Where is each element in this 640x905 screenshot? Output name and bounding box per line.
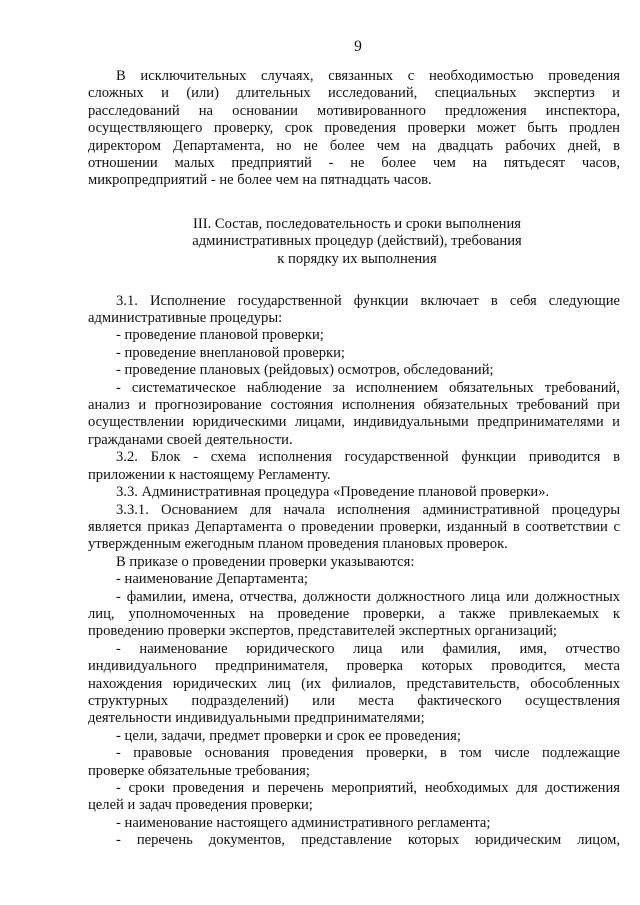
text-line: микропредприятий - не более чем на пятнадцать часов. — [88, 172, 432, 189]
text-line: лиц, уполномоченных на проведение проверки, а также привлекаемых к — [88, 605, 620, 622]
text-line: - сроки проведения и перечень мероприятий, необходимых для достижения — [116, 780, 620, 796]
text-line: 3.3. Административная процедура «Проведение плановой проверки». — [116, 484, 550, 501]
text-line: - проведение плановых (рейдовых) осмотров, обследований; — [116, 362, 494, 379]
text-line: осуществлении юридическими лицами, индивидуальными предпринимателями и — [88, 414, 620, 431]
text-line: является приказ Департамента о проведении проверки, изданный в соответствии с — [88, 518, 620, 535]
heading-line: к порядку их выполнения — [277, 251, 437, 268]
text-line: В исключительных случаях, связанных с необходимостью проведения — [116, 68, 620, 84]
text-line: 3.2. Блок - схема исполнения государственной функции приводится в — [116, 449, 620, 466]
text-line: - правовые основания проведения проверки, в том числе подлежащие — [116, 745, 620, 762]
text-line: директором Департамента, но не более чем на двадцать рабочих дней, в — [88, 137, 620, 154]
text-line: - наименование Департамента; — [116, 571, 308, 588]
section-body — [88, 293, 620, 850]
p-3-3-1 — [88, 502, 620, 554]
text-line: сложных и (или) длительных исследований, специальных экспертиз и — [88, 85, 620, 102]
li-officials — [88, 589, 620, 641]
li-goals — [88, 728, 620, 745]
text-line: - перечень документов, представление которых юридическим лицом, — [116, 832, 620, 849]
li-dept-name — [88, 571, 620, 588]
text-line: - цели, задачи, предмет проверки и срок ее проведения; — [116, 727, 461, 744]
text-line: 3.3.1. Основанием для начала исполнения административной процедуры — [116, 501, 620, 518]
text-line: целей и задач проведения проверки; — [88, 797, 313, 814]
text-line: - проведение плановой проверки; — [116, 327, 324, 344]
p-3-3 — [88, 484, 620, 501]
text-line: - наименование юридического лица или фамилия, имя, отчество — [116, 640, 620, 657]
text-line: индивидуального предпринимателя, проверка которых проводится, места — [88, 658, 620, 675]
text-line: 3.1. Исполнение государственной функции включает в себя следующие — [116, 292, 620, 309]
text-line: проведению проверки экспертов, представителей экспертных организаций; — [88, 623, 557, 640]
li-legal-basis — [88, 745, 620, 780]
text-line: приложении к настоящему Регламенту. — [88, 466, 331, 483]
p-3-2 — [88, 449, 620, 484]
li-planned — [88, 327, 620, 344]
li-regulation-name — [88, 815, 620, 832]
text-line: административные процедуры: — [88, 310, 283, 327]
p-3-1 — [88, 293, 620, 328]
text-line: проверке обязательные требования; — [88, 762, 310, 779]
section-heading — [88, 216, 620, 269]
text-line: анализ и прогнозирование состояния исполнения обязательных требований при — [88, 397, 620, 414]
text-line: структурных подразделений) или места фактического осуществления — [88, 692, 620, 709]
text-line: утвержденным ежегодным планом проведения плановых проверок. — [88, 536, 508, 553]
intro-paragraph — [88, 68, 620, 190]
text-line: деятельности индивидуальными предпринимателями; — [88, 710, 425, 727]
li-documents — [88, 832, 620, 849]
text-line: осуществляющего проверку, срок проведения проверки может быть продлен — [88, 120, 620, 137]
page-number: 9 — [354, 38, 362, 55]
heading-line: административных процедур (действий), требования — [192, 233, 522, 250]
li-subject-name — [88, 641, 620, 728]
heading-line: III. Состав, последовательность и сроки выполнения — [192, 215, 522, 232]
li-timing — [88, 780, 620, 815]
text-line: - систематическое наблюдение за исполнением обязательных требований, — [116, 379, 620, 396]
li-raids — [88, 362, 620, 379]
text-line: - наименование настоящего административного регламента; — [116, 814, 491, 831]
text-line: отношении малых предприятий - не более чем на пятьдесят часов, — [88, 155, 620, 172]
p-order-intro — [88, 554, 620, 571]
text-line: расследований на основании мотивированного предложения инспектора, — [88, 102, 620, 119]
text-line: - фамилии, имена, отчества, должности должностного лица или должностных — [116, 588, 620, 605]
text-line: - проведение внеплановой проверки; — [116, 344, 345, 361]
text-line: нахождения юридических лиц (их филиалов, представительств, обособленных — [88, 675, 620, 692]
text-line: В приказе о проведении проверки указываются: — [116, 553, 415, 570]
li-unplanned — [88, 345, 620, 362]
text-line: гражданами своей деятельности. — [88, 431, 293, 448]
li-monitoring — [88, 380, 620, 450]
